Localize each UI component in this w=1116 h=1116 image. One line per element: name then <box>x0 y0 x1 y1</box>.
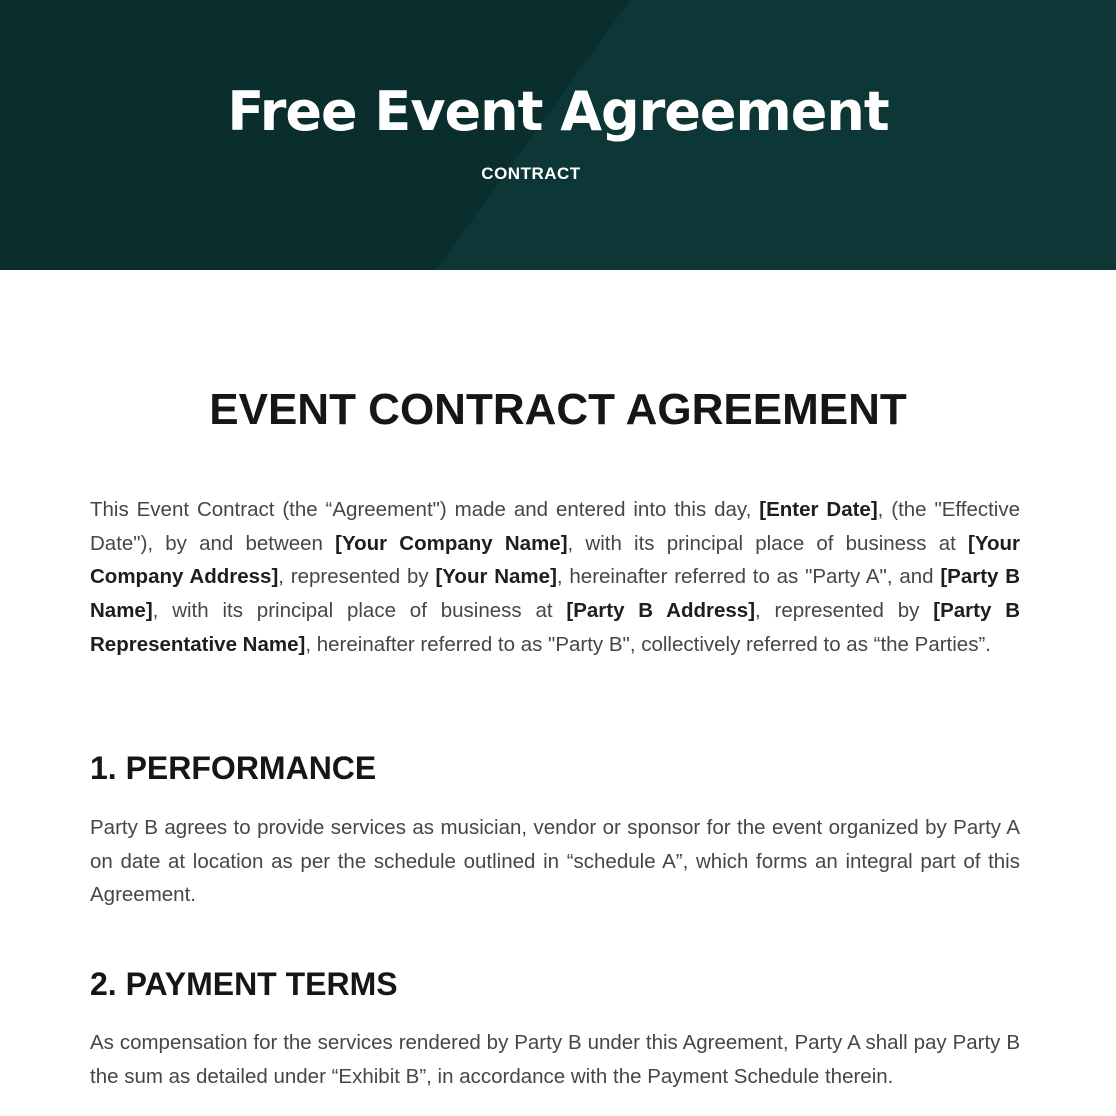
intro-text: , hereinafter referred to as "Party B", collectively referred to as “the Parties”. <box>305 632 991 656</box>
intro-text: , represented by <box>755 599 934 623</box>
section-body-performance: Party B agrees to provide services as musician, vendor or sponsor for the event organized by Party A on date at location as per the schedule outlined in “schedule A”, which forms an integral part of this Agreement. <box>90 816 1020 907</box>
party-b-representative-placeholder: [Party B Representative Name] <box>90 599 1021 656</box>
section-heading-performance: 1. PERFORMANCE <box>90 750 377 786</box>
date-placeholder: [Enter Date] <box>759 498 878 521</box>
intro-text: This Event Contract (the “Agreement") made and entered into this day, <box>90 498 760 521</box>
your-name-placeholder: [Your Name] <box>435 565 557 589</box>
banner-title: Free Event Agreement <box>227 80 889 143</box>
header-banner <box>0 0 1116 270</box>
intro-text: , with its principal place of business at <box>152 599 567 623</box>
intro-text: , with its principal place of business at <box>567 531 968 555</box>
company-address-placeholder: [Your Company Address] <box>90 531 1021 589</box>
intro-text: , (the "Effective Date"), by and between <box>90 498 1021 555</box>
section-heading-payment-terms: 2. PAYMENT TERMS <box>90 966 398 1002</box>
intro-paragraph <box>90 493 1020 662</box>
party-b-address-placeholder: [Party B Address] <box>566 599 756 623</box>
document-title: EVENT CONTRACT AGREEMENT <box>209 385 907 434</box>
intro-text: , represented by <box>278 565 436 589</box>
banner-subtitle: CONTRACT <box>481 164 581 183</box>
company-name-placeholder: [Your Company Name] <box>335 531 568 555</box>
party-b-name-placeholder: [Party B Name] <box>90 565 1021 623</box>
section-body-payment-terms: As compensation for the services rendered by Party B under this Agreement, Party A shall pay Party B the sum as detailed under “Exhibit B”, in accordance with the Payment Schedule therein. <box>90 1031 1020 1088</box>
intro-text: , hereinafter referred to as "Party A", and <box>556 565 941 589</box>
